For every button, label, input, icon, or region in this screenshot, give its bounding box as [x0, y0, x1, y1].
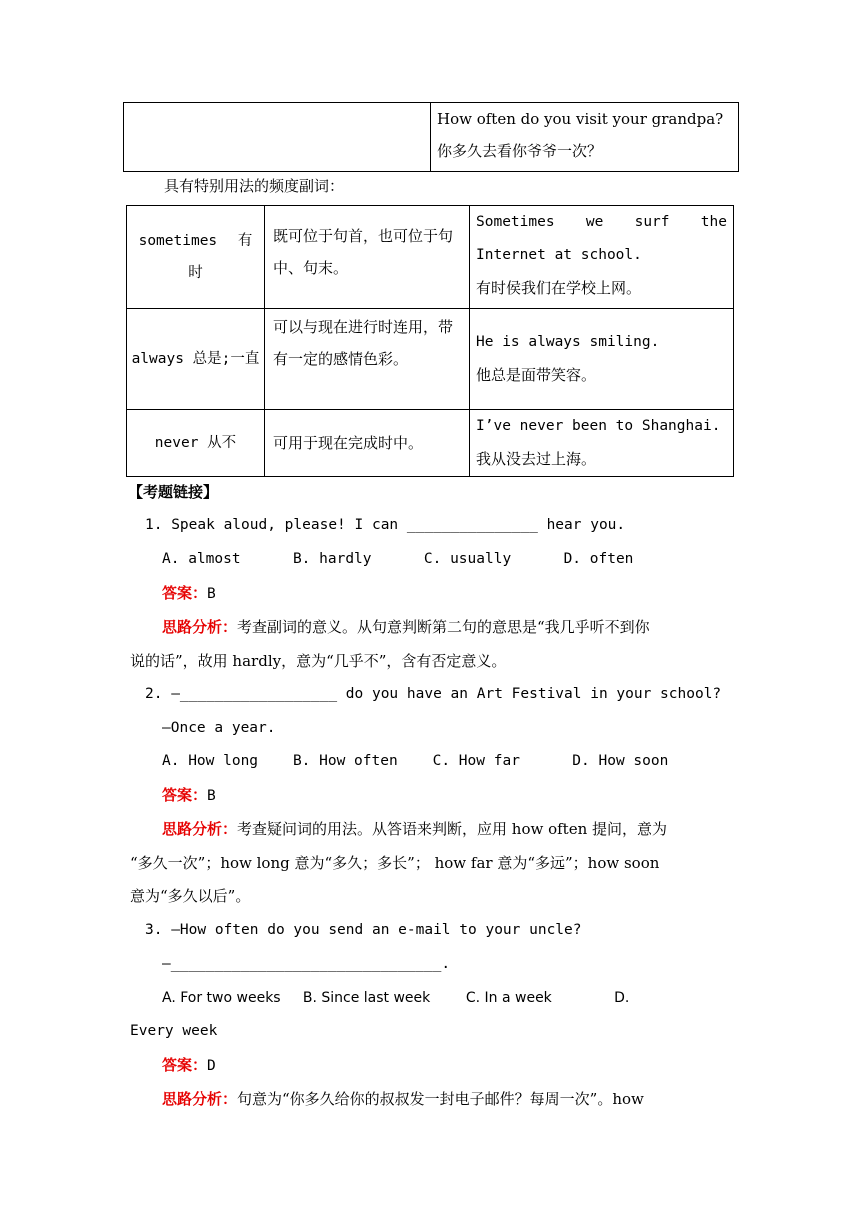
answer-value: B [207, 788, 216, 804]
q1-stem: 1. Speak aloud, please! I can _______________ hear you. [145, 517, 626, 533]
usage-text: 可用于现在完成时中。 [273, 434, 424, 452]
q2-reply: —Once a year. [162, 720, 276, 736]
answer-label: 答案： [162, 1056, 208, 1074]
answer-label: 答案： [162, 786, 208, 804]
q2-analysis-line2: “多久一次”；how long 意为“多久；多长”； how far 意为“多远”；how soon [130, 854, 660, 872]
example-cn: 他总是面带笑容。 [476, 366, 597, 384]
word-text: always 总是;一直 [131, 351, 260, 367]
example-cn: 有时侯我们在学校上网。 [476, 279, 642, 297]
q2-answer [162, 778, 216, 813]
top-table-example-cell [431, 103, 739, 172]
q1-answer [162, 576, 216, 611]
example-cell [470, 410, 734, 477]
word-text: never 从不 [154, 435, 237, 451]
q3-blank: —_______________________________. [162, 956, 451, 972]
section-title: 【考题链接】 [128, 483, 219, 501]
table-row [127, 410, 734, 477]
frequency-adverb-table [126, 205, 734, 477]
q2-analysis-line1 [162, 812, 667, 846]
example-cn: 我从没去过上海。 [476, 450, 597, 468]
usage-cell [265, 410, 470, 477]
intro-text: 具有特别用法的频度副词： [164, 177, 345, 195]
q3-answer [162, 1048, 216, 1083]
answer-label: 答案： [162, 584, 208, 602]
word-text: sometimes 有时 [138, 233, 253, 281]
q3-options-line1: A. For two weeks B. Since last week C. In a week D. [162, 990, 630, 1006]
q3-options-line2: Every week [130, 1023, 218, 1039]
q3-analysis-line1 [162, 1082, 644, 1116]
answer-value: B [207, 586, 216, 602]
top-table-empty-cell [124, 103, 431, 172]
analysis-label: 思路分析： [162, 1090, 238, 1108]
q1-options: A. almost B. hardly C. usually D. often [162, 551, 634, 567]
usage-text: 可以与现在进行时连用，带有一定的感情色彩。 [273, 318, 454, 368]
example-cell [470, 309, 734, 410]
q2-options: A. How long B. How often C. How far D. How soon [162, 753, 669, 769]
example-cell [470, 206, 734, 309]
q2-analysis-line3: 意为“多久以后”。 [130, 887, 251, 905]
q3-stem: 3. —How often do you send an e-mail to your uncle? [145, 922, 582, 938]
example-en: He is always smiling. [476, 334, 660, 350]
usage-cell [265, 206, 470, 309]
usage-cell [265, 309, 470, 410]
table-row [127, 309, 734, 410]
analysis-label: 思路分析： [162, 618, 238, 636]
analysis-text: 考查疑问词的用法。从答语来判断，应用 how often 提问，意为 [237, 820, 668, 838]
usage-text: 既可位于句首，也可位于句中、句末。 [273, 227, 454, 277]
top-example-en: How often do you visit your grandpa? [437, 110, 724, 128]
example-en: Sometimes we surf the Internet at school. [476, 214, 727, 263]
analysis-text: 考查副词的意义。从句意判断第二句的意思是“我几乎听不到你 [237, 618, 650, 636]
word-cell [127, 410, 265, 477]
q2-stem: 2. —__________________ do you have an Art Festival in your school? [145, 686, 722, 702]
word-cell [127, 206, 265, 309]
top-example-cn: 你多久去看你爷爷一次？ [437, 142, 603, 160]
word-cell [127, 309, 265, 410]
analysis-text: 句意为“你多久给你的叔叔发一封电子邮件？每周一次”。how [237, 1090, 644, 1108]
analysis-label: 思路分析： [162, 820, 238, 838]
table-row [127, 206, 734, 309]
answer-value: D [207, 1058, 216, 1074]
q1-analysis-line1 [162, 610, 650, 644]
top-table [123, 102, 739, 172]
example-en: I’ve never been to Shanghai. [476, 418, 721, 434]
q1-analysis-line2: 说的话”，故用 hardly，意为“几乎不”，含有否定意义。 [130, 652, 507, 670]
